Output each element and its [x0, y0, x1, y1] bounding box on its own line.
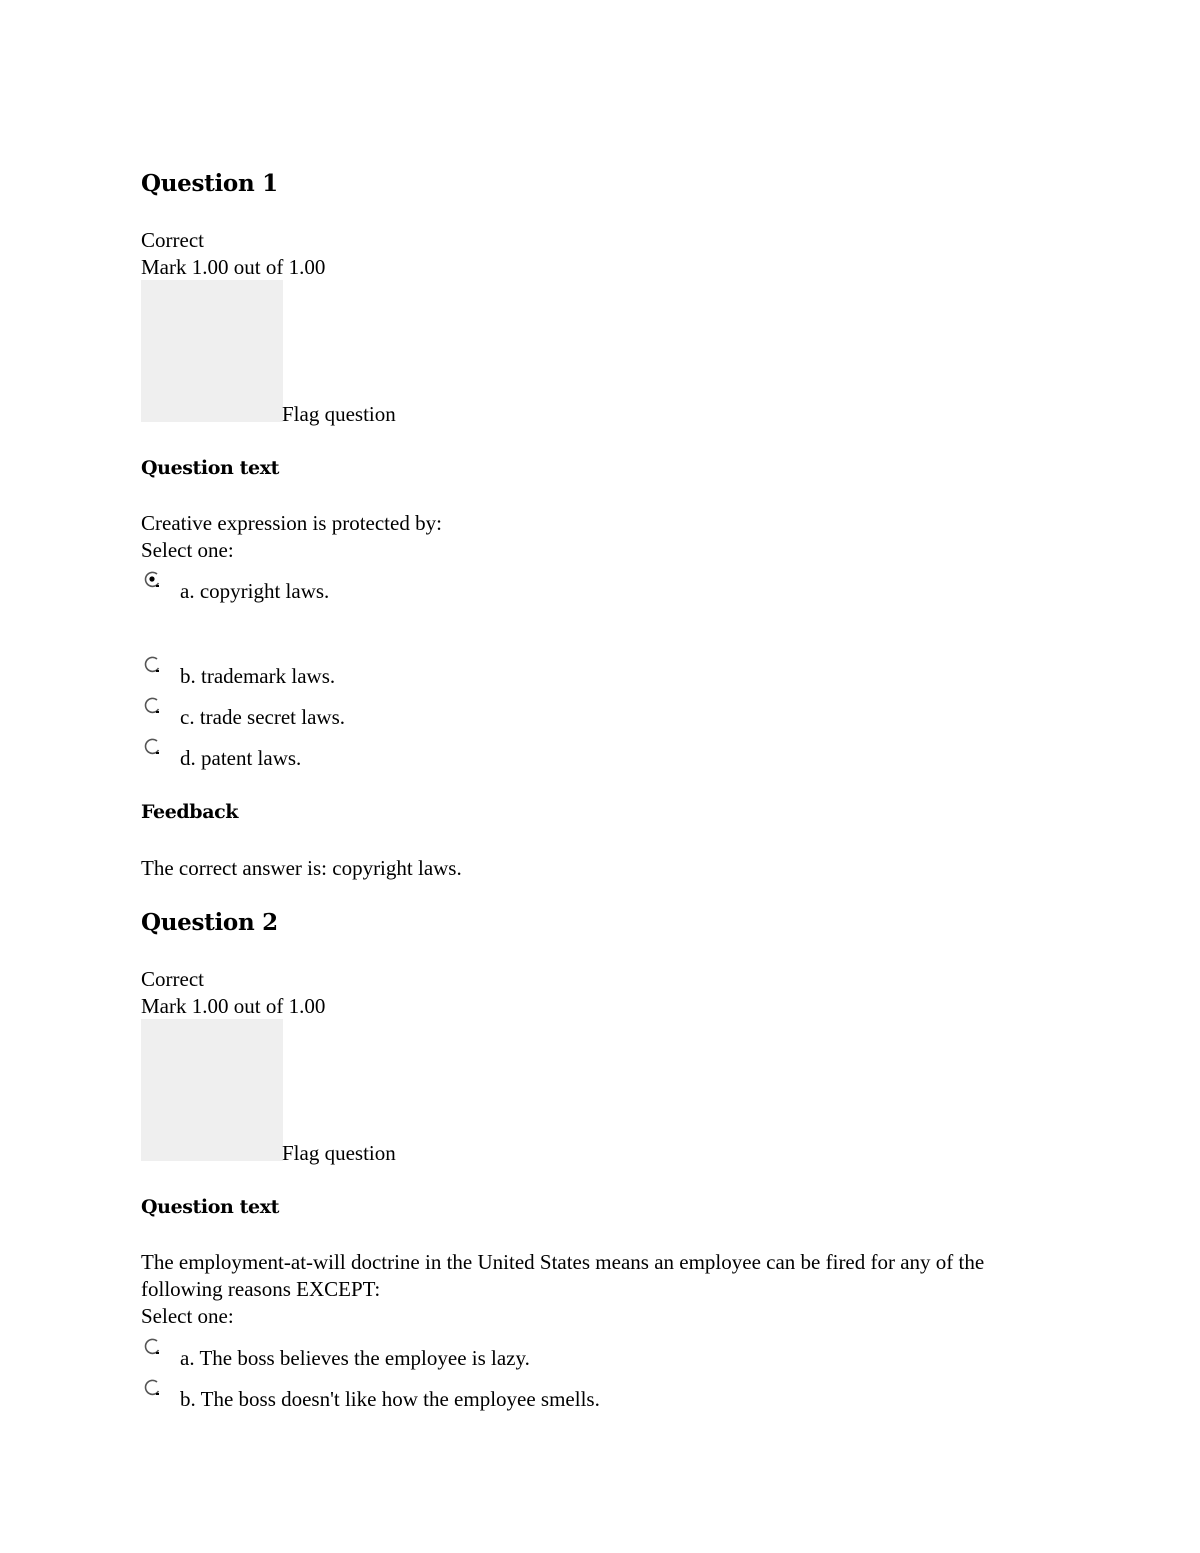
- feedback-heading: Feedback: [141, 801, 239, 823]
- question-heading: Question 2: [141, 909, 278, 936]
- radio-unselected-icon[interactable]: [143, 655, 163, 677]
- radio-unselected-icon[interactable]: [143, 1378, 163, 1400]
- flag-question-link[interactable]: Flag question: [282, 402, 396, 426]
- option-b[interactable]: b. trademark laws.: [180, 664, 336, 688]
- question-text-heading: Question text: [141, 1196, 280, 1218]
- question-prompt: The employment-at-will doctrine in the United States means an employee can be fired for any of the following reasons EXCEPT:: [141, 1250, 985, 1301]
- radio-unselected-icon[interactable]: [143, 737, 163, 759]
- option-a[interactable]: a. copyright laws.: [180, 579, 330, 603]
- question-prompt: Creative expression is protected by:: [141, 511, 442, 535]
- question-heading: Question 1: [141, 170, 278, 197]
- flag-image-placeholder[interactable]: [141, 1019, 283, 1161]
- flag-question-link[interactable]: Flag question: [282, 1141, 396, 1165]
- radio-selected-icon[interactable]: [143, 570, 163, 592]
- select-one-label: Select one:: [141, 538, 234, 562]
- question-mark: Mark 1.00 out of 1.00: [141, 994, 326, 1018]
- flag-image-placeholder[interactable]: [141, 280, 283, 422]
- question-mark: Mark 1.00 out of 1.00: [141, 255, 326, 279]
- option-d[interactable]: d. patent laws.: [180, 746, 302, 770]
- select-one-label: Select one:: [141, 1304, 234, 1328]
- question-status: Correct: [141, 228, 204, 252]
- feedback-text: The correct answer is: copyright laws.: [141, 856, 462, 880]
- option-c[interactable]: c. trade secret laws.: [180, 705, 345, 729]
- radio-unselected-icon[interactable]: [143, 696, 163, 718]
- option-b[interactable]: b. The boss doesn't like how the employee smells.: [180, 1387, 600, 1411]
- question-text-heading: Question text: [141, 457, 280, 479]
- radio-unselected-icon[interactable]: [143, 1337, 163, 1359]
- option-a[interactable]: a. The boss believes the employee is lazy.: [180, 1346, 530, 1370]
- question-status: Correct: [141, 967, 204, 991]
